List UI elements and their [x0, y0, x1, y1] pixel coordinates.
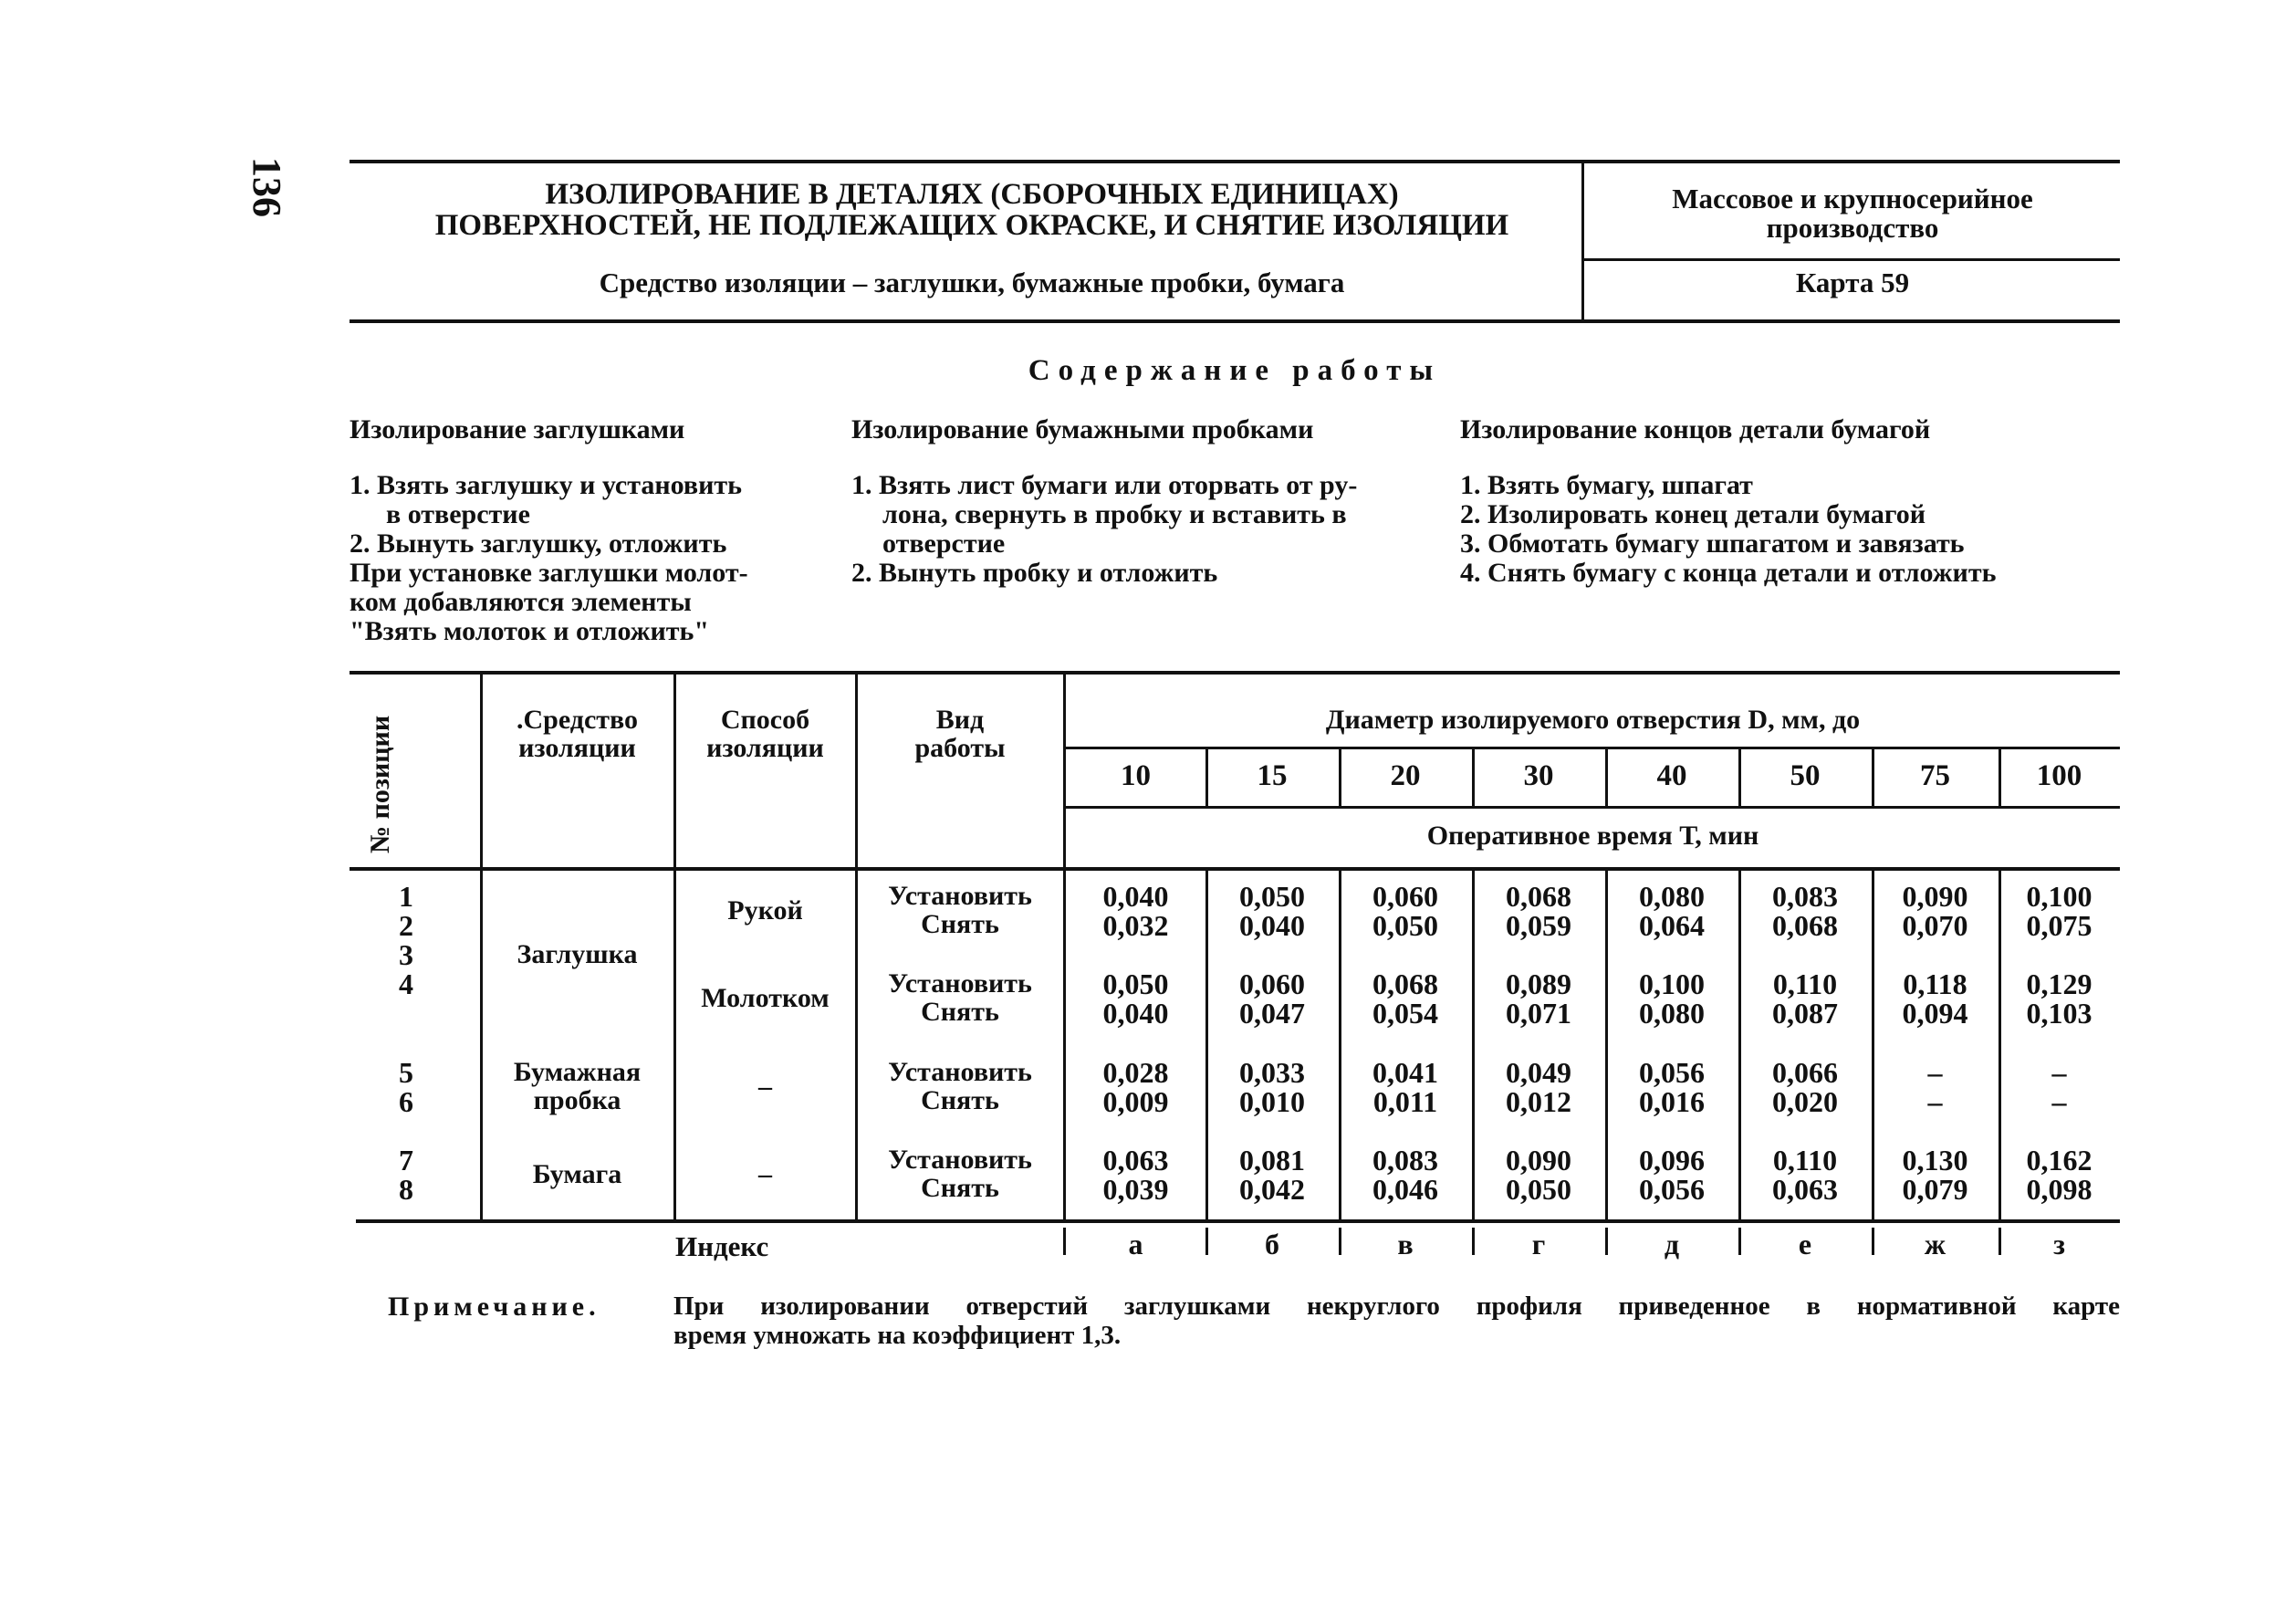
time-value-cell: 0,068 0,059	[1506, 880, 1571, 942]
page-number: 136	[245, 157, 289, 217]
time-value-cell: 0,066 0,020	[1772, 1056, 1838, 1118]
header-bottom-rule	[350, 319, 2120, 323]
time-value-cell: 0,089 0,071	[1506, 967, 1571, 1030]
index-letter: а	[1128, 1228, 1143, 1260]
time-value-cell: 0,033 0,010	[1239, 1056, 1305, 1118]
work-type-2: Установить Снять	[888, 968, 1032, 1027]
time-value-cell: 0,090 0,070	[1902, 880, 1968, 942]
time-value-cell: 0,068 0,054	[1372, 967, 1438, 1030]
list-item: 2. Вынуть заглушку, отложить	[350, 528, 727, 559]
list-item: в отверстие	[386, 499, 530, 529]
content-heading: Содержание работы	[1028, 354, 1442, 387]
time-value-cell: 0,056 0,016	[1639, 1056, 1705, 1118]
list-item: 3. Обмотать бумагу шпагатом и завязать	[1460, 528, 1965, 559]
list-item: 1. Взять бумагу, шпагат	[1460, 470, 1753, 500]
index-letter: в	[1397, 1228, 1414, 1260]
means-plug: Заглушка	[517, 939, 638, 969]
list-item: 4. Снять бумагу с конца детали и отложить	[1460, 558, 1997, 588]
time-value-cell: 0,083 0,046	[1372, 1144, 1438, 1206]
list-item: 1. Взять заглушку и установить	[350, 470, 742, 500]
time-value-cell: 0,049 0,012	[1506, 1056, 1571, 1118]
time-value-cell: 0,050 0,040	[1239, 880, 1305, 942]
diameter-cell: 10	[1121, 759, 1151, 792]
content-column-title-3: Изолирование концов детали бумагой	[1460, 414, 1931, 444]
diameter-header: Диаметр изолируемого отверстия D, мм, до	[1325, 705, 1861, 735]
diameter-cell: 30	[1523, 759, 1554, 792]
work-type-4: Установить Снять	[888, 1145, 1032, 1203]
diameter-cell: 15	[1257, 759, 1288, 792]
table-header-rule-1	[1066, 747, 2120, 749]
means-header: .Средство изоляции	[517, 705, 638, 763]
method-hand: Рукой	[727, 895, 803, 926]
note-text-line1: При изолировании отверстий заглушками некруглого профиля приведенное в нормативной карте	[673, 1292, 2120, 1321]
diameter-cell: 40	[1656, 759, 1687, 792]
col-rule-means	[673, 673, 676, 1220]
diameter-cell: 75	[1920, 759, 1950, 792]
table-body-bottom-rule	[356, 1219, 2120, 1223]
index-label: Индекс	[675, 1230, 769, 1262]
card-number: Карта 59	[1795, 267, 1910, 298]
index-letter: е	[1798, 1228, 1812, 1260]
work-header: Вид работы	[914, 705, 1006, 763]
work-type-1: Установить Снять	[888, 881, 1032, 939]
method-hammer: Молотком	[701, 983, 830, 1013]
content-column-title-2: Изолирование бумажными пробками	[851, 414, 1314, 444]
list-item: 2. Изолировать конец детали бумагой	[1460, 499, 1926, 529]
optime-header: Оперативное время Т, мин	[1426, 821, 1759, 851]
header-means-line: Средство изоляции – заглушки, бумажные пробки, бумага	[599, 267, 1345, 298]
index-letter: г	[1531, 1228, 1546, 1260]
index-letter: д	[1664, 1228, 1680, 1260]
content-column-title-1: Изолирование заглушками	[350, 414, 685, 444]
time-value-cell: 0,100 0,075	[2026, 880, 2092, 942]
list-item: отверстие	[882, 528, 1006, 559]
note-label: Примечание.	[388, 1292, 600, 1322]
time-value-cell: 0,162 0,098	[2026, 1144, 2092, 1206]
col-rule-pos	[480, 673, 483, 1220]
time-value-cell: 0,110 0,063	[1772, 1144, 1838, 1206]
positions-group-2: 5 6	[399, 1056, 413, 1118]
time-value-cell: 0,083 0,068	[1772, 880, 1838, 942]
header-left-rule	[350, 246, 1581, 248]
list-item: "Взять молоток и отложить"	[350, 616, 710, 646]
time-value-cell: 0,130 0,079	[1902, 1144, 1968, 1206]
header-title-line2: ПОВЕРХНОСТЕЙ, НЕ ПОДЛЕЖАЩИХ ОКРАСКЕ, И СНЯТИЕ ИЗОЛЯЦИИ	[434, 209, 1509, 242]
time-value-cell: 0,060 0,050	[1372, 880, 1438, 942]
time-value-cell: 0,041 0,011	[1372, 1056, 1438, 1118]
note-text-line2: время умножать на коэффициент 1,3.	[673, 1321, 1122, 1350]
time-value-cell: – –	[1927, 1056, 1943, 1118]
time-value-cell: 0,060 0,047	[1239, 967, 1305, 1030]
method-dash-2: –	[758, 1159, 772, 1189]
method-header: Способ изоляции	[706, 705, 824, 763]
index-letter: з	[2053, 1228, 2065, 1260]
time-value-cell: 0,096 0,056	[1639, 1144, 1705, 1206]
table-header-bottom-rule	[350, 867, 2120, 871]
content-list-1	[350, 471, 842, 646]
header-title-line1: ИЗОЛИРОВАНИЕ В ДЕТАЛЯХ (СБОРОЧНЫХ ЕДИНИЦАХ)	[545, 178, 1399, 211]
col-rule-work	[1063, 673, 1066, 1220]
production-line1: Массовое и крупносерийное	[1672, 183, 2033, 214]
time-value-cell: 0,118 0,094	[1902, 967, 1968, 1030]
diameter-cell: 20	[1390, 759, 1421, 792]
time-value-cell: 0,063 0,039	[1102, 1144, 1169, 1206]
table-header-rule-2	[1066, 806, 2120, 809]
header-top-rule	[350, 160, 2120, 163]
time-value-cell: 0,090 0,050	[1506, 1144, 1571, 1206]
index-letter: ж	[1924, 1228, 1946, 1260]
production-line2: производство	[1766, 212, 1939, 244]
time-value-cell: 0,081 0,042	[1239, 1144, 1305, 1206]
diameter-cell: 50	[1790, 759, 1821, 792]
time-value-cell: 0,110 0,087	[1772, 967, 1838, 1030]
time-value-cell: 0,080 0,064	[1639, 880, 1705, 942]
index-letter: б	[1265, 1228, 1279, 1260]
content-list-3	[1460, 471, 2117, 588]
list-item: ком добавляются элементы	[350, 587, 692, 617]
time-value-cell: 0,129 0,103	[2026, 967, 2092, 1030]
means-paper-plug: Бумажная пробка	[513, 1057, 642, 1115]
header-divider	[1581, 160, 1584, 322]
time-value-cell: – –	[2051, 1056, 2067, 1118]
time-value-cell: 0,050 0,040	[1102, 967, 1169, 1030]
positions-group-3: 7 8	[399, 1144, 413, 1206]
list-item: лона, свернуть в пробку и вставить в	[882, 499, 1347, 529]
position-header: № позиции	[365, 715, 395, 853]
time-value-cell: 0,028 0,009	[1102, 1056, 1169, 1118]
time-value-cell: 0,100 0,080	[1639, 967, 1705, 1030]
means-paper: Бумага	[532, 1159, 622, 1189]
time-value-cell: 0,040 0,032	[1102, 880, 1169, 942]
content-list-2	[851, 471, 1435, 588]
work-type-3: Установить Снять	[888, 1057, 1032, 1115]
list-item: 1. Взять лист бумаги или оторвать от ру-	[851, 470, 1358, 500]
diameter-cell: 100	[2036, 759, 2082, 792]
positions-group-1: 1 2 3 4	[399, 880, 413, 1000]
method-dash-1: –	[758, 1072, 772, 1102]
header-right-rule	[1581, 258, 2120, 261]
list-item: При установке заглушки молот-	[350, 558, 748, 588]
table-top-rule	[350, 671, 2120, 675]
list-item: 2. Вынуть пробку и отложить	[851, 558, 1218, 588]
